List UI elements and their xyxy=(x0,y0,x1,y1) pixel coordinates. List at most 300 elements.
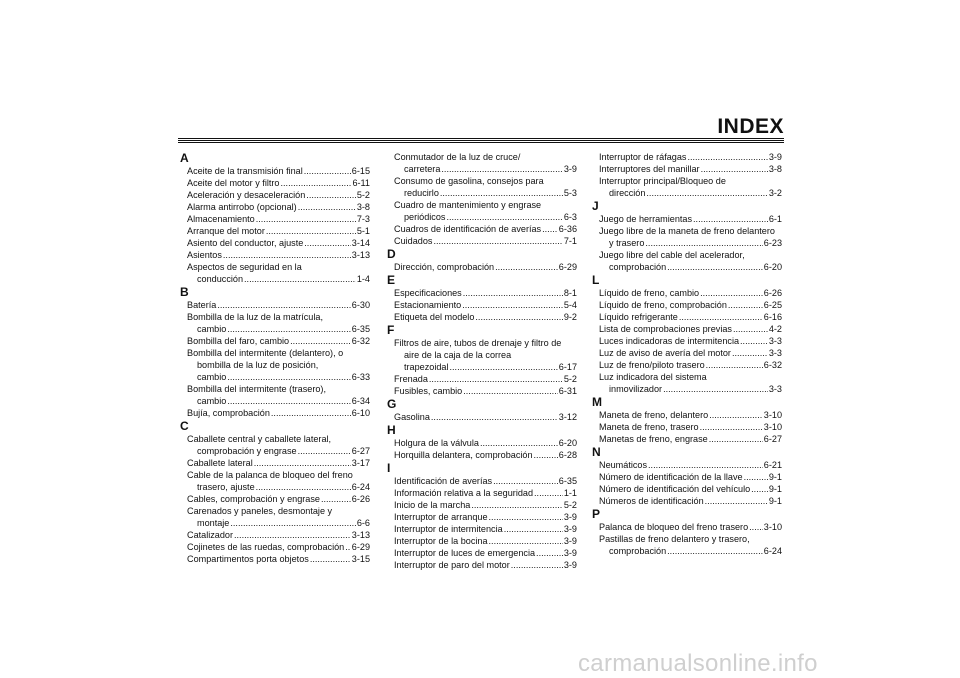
dot-leader xyxy=(254,457,351,469)
page-number: 3-9 xyxy=(563,536,577,546)
index-entry xyxy=(180,541,370,553)
dot-leader xyxy=(463,287,563,299)
index-entry xyxy=(592,495,782,507)
section-letter: I xyxy=(387,461,391,475)
dot-leader xyxy=(433,235,562,247)
dot-leader xyxy=(534,487,563,499)
dot-leader xyxy=(648,459,763,471)
section-letter: H xyxy=(387,423,396,437)
entry-text: Especificaciones xyxy=(394,288,462,298)
entry-text: Bombilla del intermitente (trasero), xyxy=(187,384,326,394)
index-entry xyxy=(180,335,370,347)
entry-text: Etiqueta del modelo xyxy=(394,312,475,322)
index-entry xyxy=(387,287,577,299)
dot-leader xyxy=(536,547,563,559)
section-letter: G xyxy=(387,397,397,411)
index-entry xyxy=(387,475,577,487)
page-number: 6-26 xyxy=(351,494,370,504)
dot-leader xyxy=(693,213,768,225)
index-entry xyxy=(387,223,577,235)
index-entry xyxy=(180,433,370,457)
entry-text: Inicio de la marcha xyxy=(394,500,471,510)
page-number: 5-1 xyxy=(356,226,370,236)
index-entry xyxy=(180,347,370,383)
entry-text: comprobación xyxy=(609,546,667,556)
dot-leader xyxy=(705,495,768,507)
index-entry xyxy=(592,163,782,175)
dot-leader xyxy=(298,445,351,457)
index-entry xyxy=(592,347,782,359)
entry-text: reducirlo xyxy=(404,188,439,198)
page-number: 6-27 xyxy=(351,446,370,456)
page-number: 5-2 xyxy=(563,500,577,510)
index-entry xyxy=(180,249,370,261)
index-entry xyxy=(180,189,370,201)
entry-text: comprobación y engrase xyxy=(197,446,297,456)
entry-text: Compartimentos porta objetos xyxy=(187,554,309,564)
dot-leader xyxy=(463,385,558,397)
entry-text: Bujía, comprobación xyxy=(187,408,270,418)
page-number: 6-34 xyxy=(351,396,370,406)
entry-text: cambio xyxy=(197,324,227,334)
index-entry xyxy=(180,165,370,177)
index-entry xyxy=(387,311,577,323)
section-letter: A xyxy=(180,151,189,165)
page-number: 6-3 xyxy=(563,212,577,222)
entry-text: Conmutador de la luz de cruce/ xyxy=(394,152,521,162)
dot-leader xyxy=(227,323,350,335)
dot-leader xyxy=(223,249,351,261)
section-letter: C xyxy=(180,419,189,433)
entry-text: conducción xyxy=(197,274,244,284)
page-number: 3-13 xyxy=(351,250,370,260)
dot-leader xyxy=(645,237,762,249)
entry-text: Información relativa a la seguridad xyxy=(394,488,534,498)
index-entry xyxy=(592,299,782,311)
entry-text: Estacionamiento xyxy=(394,300,462,310)
page-number: 3-14 xyxy=(351,238,370,248)
page-number: 6-29 xyxy=(351,542,370,552)
page-number: 3-3 xyxy=(768,336,782,346)
page-number: 6-24 xyxy=(351,482,370,492)
index-entry xyxy=(592,533,782,557)
index-entry xyxy=(387,151,577,175)
dot-leader xyxy=(700,421,763,433)
page-number: 6-30 xyxy=(351,300,370,310)
page-number: 6-15 xyxy=(351,166,370,176)
index-entry xyxy=(592,213,782,225)
index-entry xyxy=(180,177,370,189)
index-entry xyxy=(180,493,370,505)
entry-text: Manetas de freno, engrase xyxy=(599,434,708,444)
dot-leader xyxy=(706,359,763,371)
entry-text: Arranque del motor xyxy=(187,226,265,236)
index-entry xyxy=(592,225,782,249)
index-entry xyxy=(180,213,370,225)
page-number: 3-9 xyxy=(563,512,577,522)
dot-leader xyxy=(431,411,558,423)
page-number: 3-3 xyxy=(768,384,782,394)
page-number: 3-10 xyxy=(763,410,782,420)
entry-text: Números de identificación xyxy=(599,496,704,506)
dot-leader xyxy=(266,225,356,237)
index-entry xyxy=(180,505,370,529)
index-entry xyxy=(592,287,782,299)
entry-text: Líquido de freno, cambio xyxy=(599,288,700,298)
page-number: 3-13 xyxy=(351,530,370,540)
entry-text: Interruptores del manillar xyxy=(599,164,700,174)
page-number: 6-29 xyxy=(558,262,577,272)
index-entry xyxy=(180,383,370,407)
entry-text: Pastillas de freno delantero y trasero, xyxy=(599,534,750,544)
page-number: 3-12 xyxy=(558,412,577,422)
dot-leader xyxy=(663,383,768,395)
page-number: 5-4 xyxy=(563,300,577,310)
entry-text: Caballete central y caballete lateral, xyxy=(187,434,332,444)
index-entry xyxy=(592,421,782,433)
dot-leader xyxy=(751,483,768,495)
page-number: 6-6 xyxy=(356,518,370,528)
entry-text: carretera xyxy=(404,164,441,174)
entry-text: Bombilla del intermitente (delantero), o xyxy=(187,348,344,358)
index-entry xyxy=(180,311,370,335)
entry-text: Cojinetes de las ruedas, comprobación xyxy=(187,542,345,552)
dot-leader xyxy=(281,177,352,189)
page-title: INDEX xyxy=(717,115,784,138)
dot-leader xyxy=(733,323,768,335)
dot-leader xyxy=(749,521,763,533)
entry-text: aire de la caja de la correa xyxy=(404,350,512,360)
page-number: 6-21 xyxy=(763,460,782,470)
entry-text: Neumáticos xyxy=(599,460,648,470)
page-number: 3-9 xyxy=(768,152,782,162)
index-entry xyxy=(387,175,577,199)
entry-text: periódicos xyxy=(404,212,446,222)
page-number: 3-8 xyxy=(768,164,782,174)
entry-text: Palanca de bloqueo del freno trasero xyxy=(599,522,749,532)
dot-leader xyxy=(306,189,356,201)
entry-text: Interruptor principal/Bloqueo de xyxy=(599,176,726,186)
dot-leader xyxy=(271,407,351,419)
dot-leader xyxy=(534,449,558,461)
index-entry xyxy=(180,407,370,419)
index-column-1 xyxy=(180,151,370,565)
page-number: 4-2 xyxy=(768,324,782,334)
index-entry xyxy=(180,201,370,213)
dot-leader xyxy=(310,553,351,565)
dot-leader xyxy=(667,545,763,557)
page-number: 8-1 xyxy=(563,288,577,298)
page-number: 3-8 xyxy=(356,202,370,212)
section-letter: J xyxy=(592,199,599,213)
page-number: 5-2 xyxy=(356,190,370,200)
index-entry xyxy=(180,299,370,311)
entry-text: montaje xyxy=(197,518,230,528)
dot-leader xyxy=(321,493,351,505)
dot-leader xyxy=(450,361,558,373)
entry-text: Fusibles, cambio xyxy=(394,386,463,396)
dot-leader xyxy=(679,311,763,323)
dot-leader xyxy=(740,335,768,347)
page-number: 3-10 xyxy=(763,422,782,432)
dot-leader xyxy=(687,151,767,163)
dot-leader xyxy=(489,535,563,547)
page-number: 9-1 xyxy=(768,484,782,494)
entry-text: Identificación de averías xyxy=(394,476,493,486)
entry-text: Batería xyxy=(187,300,217,310)
index-entry xyxy=(387,535,577,547)
entry-text: Interruptor de arranque xyxy=(394,512,488,522)
entry-text: Luces indicadoras de intermitencia xyxy=(599,336,740,346)
index-entry xyxy=(592,323,782,335)
page-number: 9-1 xyxy=(768,496,782,506)
page-number: 6-31 xyxy=(558,386,577,396)
entry-text: y trasero xyxy=(609,238,645,248)
entry-text: Bombilla de la luz de la matrícula, xyxy=(187,312,323,322)
entry-text: Líquido de freno, comprobación xyxy=(599,300,727,310)
dot-leader xyxy=(646,187,767,199)
entry-text: Número de identificación de la llave xyxy=(599,472,743,482)
index-entry xyxy=(592,459,782,471)
index-entry xyxy=(387,261,577,273)
entry-text: Consumo de gasolina, consejos para xyxy=(394,176,544,186)
page-number: 3-9 xyxy=(563,164,577,174)
entry-text: Asientos xyxy=(187,250,222,260)
page-number: 6-35 xyxy=(558,476,577,486)
dot-leader xyxy=(667,261,763,273)
index-entry xyxy=(180,553,370,565)
entry-text: Interruptor de luces de emergencia xyxy=(394,548,536,558)
entry-text: Maneta de freno, trasero xyxy=(599,422,699,432)
entry-text: Aceleración y desaceleración xyxy=(187,190,306,200)
index-entry xyxy=(180,529,370,541)
index-entry xyxy=(592,335,782,347)
entry-text: trapezoidal xyxy=(404,362,449,372)
entry-text: bombilla de la luz de posición, xyxy=(197,360,319,370)
index-entry xyxy=(387,511,577,523)
index-entry xyxy=(387,523,577,535)
entry-text: Holgura de la válvula xyxy=(394,438,479,448)
page-number: 1-4 xyxy=(356,274,370,284)
entry-text: Maneta de freno, delantero xyxy=(599,410,709,420)
index-entry xyxy=(387,299,577,311)
dot-leader xyxy=(728,299,763,311)
page-number: 6-17 xyxy=(558,362,577,372)
entry-text: Interruptor de ráfagas xyxy=(599,152,687,162)
entry-text: Cuidados xyxy=(394,236,433,246)
page-number: 3-9 xyxy=(563,560,577,570)
page-number: 6-24 xyxy=(763,546,782,556)
dot-leader xyxy=(230,517,355,529)
entry-text: Dirección, comprobación xyxy=(394,262,495,272)
entry-text: cambio xyxy=(197,396,227,406)
entry-text: Interruptor de paro del motor xyxy=(394,560,510,570)
index-entry xyxy=(592,151,782,163)
page-number: 6-33 xyxy=(351,372,370,382)
section-letter: P xyxy=(592,507,601,521)
entry-text: Lista de comprobaciones previas xyxy=(599,324,732,334)
index-entry xyxy=(592,409,782,421)
page-number: 9-2 xyxy=(563,312,577,322)
entry-text: Asiento del conductor, ajuste xyxy=(187,238,304,248)
index-entry xyxy=(592,471,782,483)
dot-leader xyxy=(493,475,558,487)
page-number: 7-1 xyxy=(563,236,577,246)
dot-leader xyxy=(504,523,563,535)
page-number: 6-16 xyxy=(763,312,782,322)
index-entry xyxy=(387,499,577,511)
dot-leader xyxy=(709,433,763,445)
page-number: 6-11 xyxy=(352,178,370,188)
dot-leader xyxy=(709,409,763,421)
entry-text: Líquido refrigerante xyxy=(599,312,678,322)
page-number: 6-10 xyxy=(351,408,370,418)
dot-leader xyxy=(304,237,351,249)
title-rule xyxy=(178,138,784,144)
index-entry xyxy=(387,487,577,499)
dot-leader xyxy=(234,529,351,541)
index-entry xyxy=(592,521,782,533)
index-entry xyxy=(592,433,782,445)
index-entry xyxy=(387,437,577,449)
page-number: 6-1 xyxy=(768,214,782,224)
dot-leader xyxy=(217,299,350,311)
entry-text: Alarma antirrobo (opcional) xyxy=(187,202,297,212)
watermark: carmanualsonline.info xyxy=(578,650,818,677)
page-number: 6-20 xyxy=(558,438,577,448)
dot-leader xyxy=(290,335,351,347)
dot-leader xyxy=(256,213,356,225)
entry-text: Juego libre de la maneta de freno delantero xyxy=(599,226,775,236)
index-entry xyxy=(387,449,577,461)
index-entry xyxy=(592,483,782,495)
entry-text: Caballete lateral xyxy=(187,458,253,468)
entry-text: Cuadro de mantenimiento y engrase xyxy=(394,200,542,210)
dot-leader xyxy=(489,511,563,523)
page-number: 3-3 xyxy=(768,348,782,358)
entry-text: Luz de aviso de avería del motor xyxy=(599,348,731,358)
entry-text: Almacenamiento xyxy=(187,214,255,224)
section-letter: L xyxy=(592,273,600,287)
dot-leader xyxy=(701,163,768,175)
page-number: 6-28 xyxy=(558,450,577,460)
index-entry xyxy=(387,235,577,247)
section-letter: B xyxy=(180,285,189,299)
dot-leader xyxy=(227,371,350,383)
index-entry xyxy=(592,371,782,395)
entry-text: inmovilizador xyxy=(609,384,663,394)
index-column-2 xyxy=(387,151,577,571)
page-number: 6-35 xyxy=(351,324,370,334)
section-letter: D xyxy=(387,247,396,261)
dot-leader xyxy=(227,395,350,407)
entry-text: Juego libre del cable del acelerador, xyxy=(599,250,745,260)
entry-text: comprobación xyxy=(609,262,667,272)
entry-text: Gasolina xyxy=(394,412,430,422)
entry-text: dirección xyxy=(609,188,646,198)
index-entry xyxy=(387,199,577,223)
dot-leader xyxy=(462,299,563,311)
page-number: 3-9 xyxy=(563,524,577,534)
page-number: 9-1 xyxy=(768,472,782,482)
entry-text: Cable de la palanca de bloqueo del freno xyxy=(187,470,353,480)
section-letter: M xyxy=(592,395,602,409)
entry-text: Filtros de aire, tubos de drenaje y filtro de xyxy=(394,338,562,348)
index-entry xyxy=(592,175,782,199)
dot-leader xyxy=(244,273,356,285)
page-number: 3-10 xyxy=(763,522,782,532)
section-letter: F xyxy=(387,323,395,337)
page-number: 6-20 xyxy=(763,262,782,272)
dot-leader xyxy=(732,347,768,359)
dot-leader xyxy=(475,311,562,323)
entry-text: Luz indicadora del sistema xyxy=(599,372,707,382)
page-number: 1-1 xyxy=(563,488,577,498)
dot-leader xyxy=(345,541,351,553)
index-entry xyxy=(180,261,370,285)
dot-leader xyxy=(700,287,763,299)
index-entry xyxy=(592,359,782,371)
page-number: 3-15 xyxy=(351,554,370,564)
page-number: 3-9 xyxy=(563,548,577,558)
page-number: 3-17 xyxy=(351,458,370,468)
dot-leader xyxy=(440,187,563,199)
page-number: 3-2 xyxy=(768,188,782,198)
entry-text: Frenada xyxy=(394,374,428,384)
dot-leader xyxy=(441,163,562,175)
dot-leader xyxy=(304,165,351,177)
dot-leader xyxy=(495,261,558,273)
dot-leader xyxy=(256,481,351,493)
index-entry xyxy=(180,237,370,249)
index-entry xyxy=(387,547,577,559)
index-entry xyxy=(387,337,577,373)
index-entry xyxy=(387,559,577,571)
page-number: 5-3 xyxy=(563,188,577,198)
page-number: 6-25 xyxy=(763,300,782,310)
dot-leader xyxy=(542,223,558,235)
dot-leader xyxy=(471,499,563,511)
entry-text: Luz de freno/piloto trasero xyxy=(599,360,705,370)
index-entry xyxy=(180,469,370,493)
dot-leader xyxy=(298,201,356,213)
entry-text: Aceite del motor y filtro xyxy=(187,178,280,188)
entry-text: Cables, comprobación y engrase xyxy=(187,494,320,504)
page-number: 6-26 xyxy=(763,288,782,298)
section-letter: E xyxy=(387,273,396,287)
entry-text: Bombilla del faro, cambio xyxy=(187,336,290,346)
dot-leader xyxy=(480,437,558,449)
entry-text: Interruptor de la bocina xyxy=(394,536,488,546)
page-number: 6-32 xyxy=(351,336,370,346)
page-number: 6-36 xyxy=(558,224,577,234)
entry-text: trasero, ajuste xyxy=(197,482,255,492)
entry-text: Carenados y paneles, desmontaje y xyxy=(187,506,333,516)
entry-text: Interruptor de intermitencia xyxy=(394,524,503,534)
page-number: 7-3 xyxy=(356,214,370,224)
section-letter: N xyxy=(592,445,601,459)
page-number: 6-32 xyxy=(763,360,782,370)
dot-leader xyxy=(744,471,768,483)
entry-text: Aspectos de seguridad en la xyxy=(187,262,302,272)
index-entry xyxy=(592,311,782,323)
page-number: 6-23 xyxy=(763,238,782,248)
dot-leader xyxy=(429,373,563,385)
entry-text: Número de identificación del vehículo xyxy=(599,484,751,494)
dot-leader xyxy=(511,559,563,571)
index-entry xyxy=(387,373,577,385)
dot-leader xyxy=(446,211,562,223)
